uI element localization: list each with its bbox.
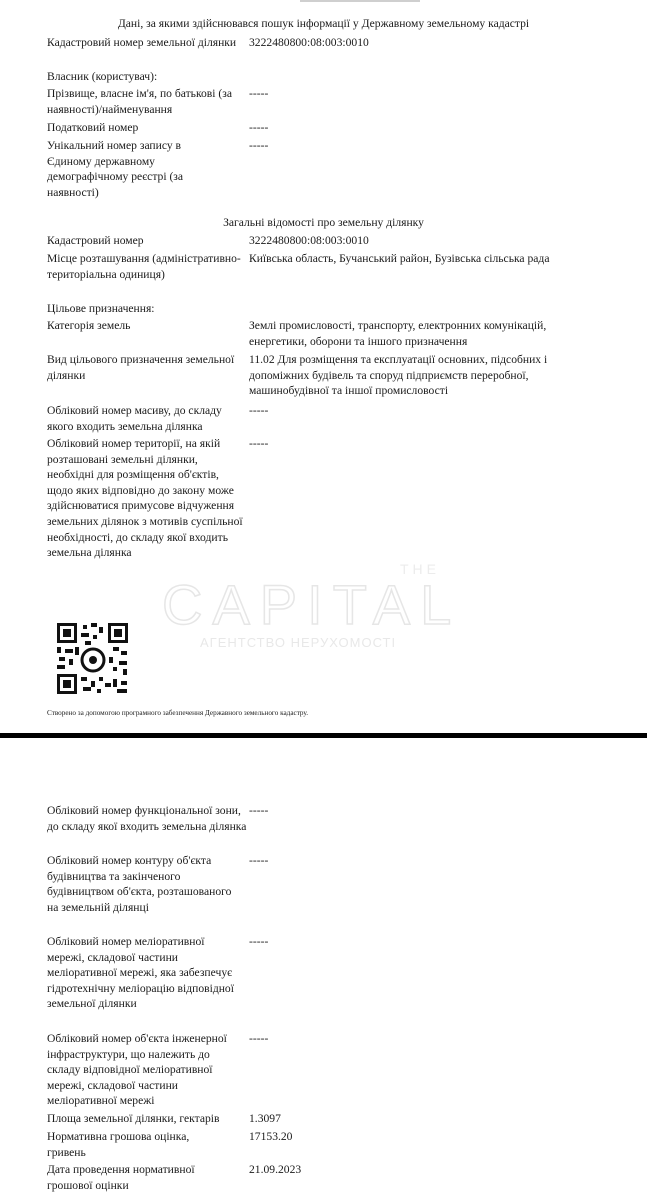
watermark-agency: АГЕНТСТВО НЕРУХОМОСТІ — [200, 635, 397, 650]
massive-number-label: Обліковий номер масиву, до складу якого входить земельна ділянка — [47, 404, 222, 433]
land-category-value: Землі промисловості, транспорту, електронних комунікацій, енергетики, оборони та іншого призначення — [249, 319, 547, 348]
infrastructure-number-label: Обліковий номер об'єкта інженерної інфраструктури, що належить до складу відповідної меліоративної мережі, складової частини меліоративної мережі — [47, 1032, 227, 1108]
general-info-heading: Загальні відомості про земельну ділянку — [223, 216, 424, 229]
territory-number-value: ----- — [249, 437, 269, 450]
owner-name-value: ----- — [249, 87, 269, 100]
purpose-type-value: 11.02 Для розміщення та експлуатації основних, підсобних і допоміжних будівель та споруд підприємств переробної, машинобудівної та іншої промисловості — [249, 353, 548, 398]
zone-number-value: ----- — [249, 804, 269, 817]
area-label: Площа земельної ділянки, гектарів — [47, 1112, 220, 1125]
purpose-type-label: Вид цільового призначення земельної ділянки — [47, 353, 235, 382]
search-cadastral-label: Кадастровий номер земельної ділянки — [47, 36, 237, 49]
capital-watermark — [150, 552, 480, 662]
tax-number-value: ----- — [249, 121, 269, 134]
infrastructure-number-value: ----- — [249, 1032, 269, 1045]
owner-label: Власник (користувач): — [47, 70, 158, 83]
valuation-date-label: Дата проведення нормативної грошової оцінки — [47, 1163, 195, 1192]
valuation-date-value: 21.09.2023 — [249, 1163, 302, 1176]
search-cadastral-value: 3222480800:08:003:0010 — [249, 36, 369, 49]
search-data-heading: Дані, за якими здійснювався пошук інформації у Державному земельному кадастрі — [117, 17, 530, 30]
location-label: Місце розташування (адміністративно-територіальна одиниця) — [47, 252, 241, 281]
massive-number-value: ----- — [249, 404, 269, 417]
melioration-number-label: Обліковий номер меліоративної мережі, складової частини меліоративної мережі, яка забезпечує гідротехнічну меліорацію відповідної земельної ділянки — [47, 935, 234, 1011]
territory-number-label: Обліковий номер території, на якій розташовані земельні ділянки, необхідні для розміщення об'єктів, щодо яких відповідно до закону може здійснюватися примусове відчуження земельних ділянок з мотивів суспільної необхідності, до складу якої входить земельна ділянка — [47, 437, 243, 560]
location-value: Київська область, Бучанський район, Бузівська сільська рада — [249, 252, 550, 265]
page-separator — [0, 733, 647, 738]
general-cadastral-label: Кадастровий номер — [47, 234, 144, 247]
area-value: 1.3097 — [249, 1112, 281, 1125]
watermark-the: THE — [400, 561, 440, 577]
qr-code-icon — [55, 621, 130, 696]
watermark-capital: CAPITAL — [162, 573, 462, 636]
registry-label: Унікальний номер запису в Єдиному державному демографічному реєстрі (за наявності) — [47, 139, 184, 199]
page-top-edge — [300, 0, 420, 2]
contour-number-value: ----- — [249, 854, 269, 867]
tax-number-label: Податковий номер — [47, 121, 139, 134]
footer-note: Створено за допомогою програмного забезпечення Державного земельного кадастру. — [47, 709, 309, 717]
purpose-label: Цільове призначення: — [47, 302, 155, 315]
melioration-number-value: ----- — [249, 935, 269, 948]
zone-number-label: Обліковий номер функціональної зони, до складу якої входить земельна ділянка — [47, 804, 247, 833]
general-cadastral-value: 3222480800:08:003:0010 — [249, 234, 369, 247]
valuation-label: Нормативна грошова оцінка, гривень — [47, 1130, 190, 1159]
contour-number-label: Обліковий номер контуру об'єкта будівництва та закінченого будівництвом об'єкта, розташованого на земельній ділянці — [47, 854, 232, 914]
registry-value: ----- — [249, 139, 269, 152]
valuation-value: 17153.20 — [249, 1130, 293, 1143]
owner-name-label: Прізвище, власне ім'я, по батькові (за наявності)/найменування — [47, 87, 232, 116]
land-category-label: Категорія земель — [47, 319, 131, 332]
